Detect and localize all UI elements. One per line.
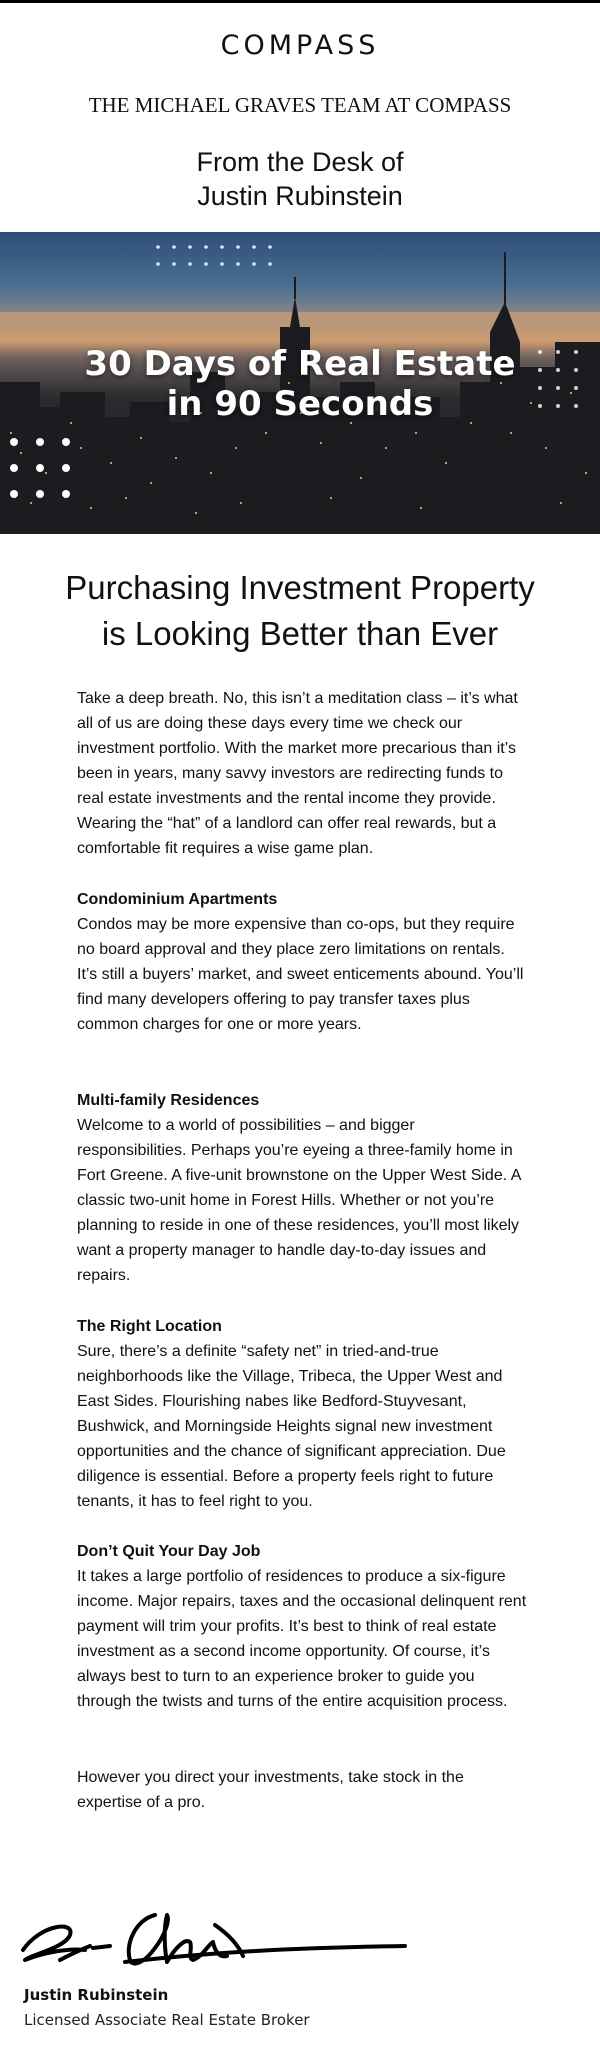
intro-paragraph <box>77 686 527 861</box>
closing-text: However you direct your investments, take stock in the expertise of a pro. <box>77 1769 464 1811</box>
section-body: Welcome to a world of possibilities – and bigger responsibilities. Perhaps you’re eyeing a three-family home in Fort Greene. A five-unit brownstone on the Upper West Side. A classic two-unit home in Forest Hills. Whether or not you’re planning to reside in one of these residences, you’ll most likely want a property manager to handle day-to-day issues and repairs. <box>77 1117 521 1284</box>
section-body: It takes a large portfolio of residences to produce a six-figure income. Major repairs, taxes and the occasional delinquent rent payment will trim your profits. It’s best to think of real estate investment as a second income opportunity. Of course, it’s always best to turn to an experience broker to guide you through the twists and turns of the entire acquisition process. <box>77 1568 527 1710</box>
from-desk <box>0 145 600 213</box>
handwritten-signature <box>15 1890 415 1980</box>
hero-banner <box>0 232 600 534</box>
compass-logo: COMPASS <box>220 30 380 61</box>
hero-title <box>0 344 600 424</box>
from-line-1: From the Desk of <box>196 147 404 177</box>
signature-title: Licensed Associate Real Estate Broker <box>24 2011 310 2029</box>
hero-title-line-1: 30 Days of Real Estate <box>84 344 516 384</box>
section-heading: The Right Location <box>77 1318 222 1335</box>
top-rule <box>0 0 600 3</box>
headline-line-2: is Looking Better than Ever <box>101 615 499 652</box>
team-name: THE MICHAEL GRAVES TEAM AT COMPASS <box>88 93 512 117</box>
hero-title-line-2: in 90 Seconds <box>166 384 434 424</box>
section-heading: Multi-family Residences <box>77 1092 260 1109</box>
section-heading: Condominium Apartments <box>77 891 278 908</box>
signature-name: Justin Rubinstein <box>24 1986 169 2004</box>
section-location <box>77 1314 527 1514</box>
intro-text: Take a deep breath. No, this isn’t a meditation class – it’s what all of us are doing these days every time we check our investment portfolio. With the market more precarious than it’s been in years, many savvy investors are redirecting funds to real estate investments and the rental income they provide. Wearing the “hat” of a landlord can offer real rewards, but a comfortable fit requires a wise game plan. <box>77 690 518 857</box>
section-multifamily <box>77 1088 527 1288</box>
section-day-job <box>77 1539 527 1714</box>
article-headline <box>0 565 600 657</box>
section-body: Condos may be more expensive than co-ops, but they require no board approval and they place zero limitations on rentals. It’s still a buyers’ market, and sweet enticements abound. You’ll find many developers offering to pay transfer taxes plus common charges for one or more years. <box>77 916 524 1033</box>
closing-paragraph <box>77 1765 527 1815</box>
section-body: Sure, there’s a definite “safety net” in tried-and-true neighborhoods like the Village, Tribeca, the Upper West and East Sides. Flourishing nabes like Bedford-Stuyvesant, Bushwick, and Morningside Heights signal new investment opportunities and the chance of significant appreciation. Due diligence is essential. Before a property feels right to future tenants, it has to feel right to you. <box>77 1343 506 1510</box>
section-condominium <box>77 887 527 1037</box>
section-heading: Don’t Quit Your Day Job <box>77 1543 261 1560</box>
headline-line-1: Purchasing Investment Property <box>65 569 535 606</box>
from-line-2: Justin Rubinstein <box>197 181 403 211</box>
